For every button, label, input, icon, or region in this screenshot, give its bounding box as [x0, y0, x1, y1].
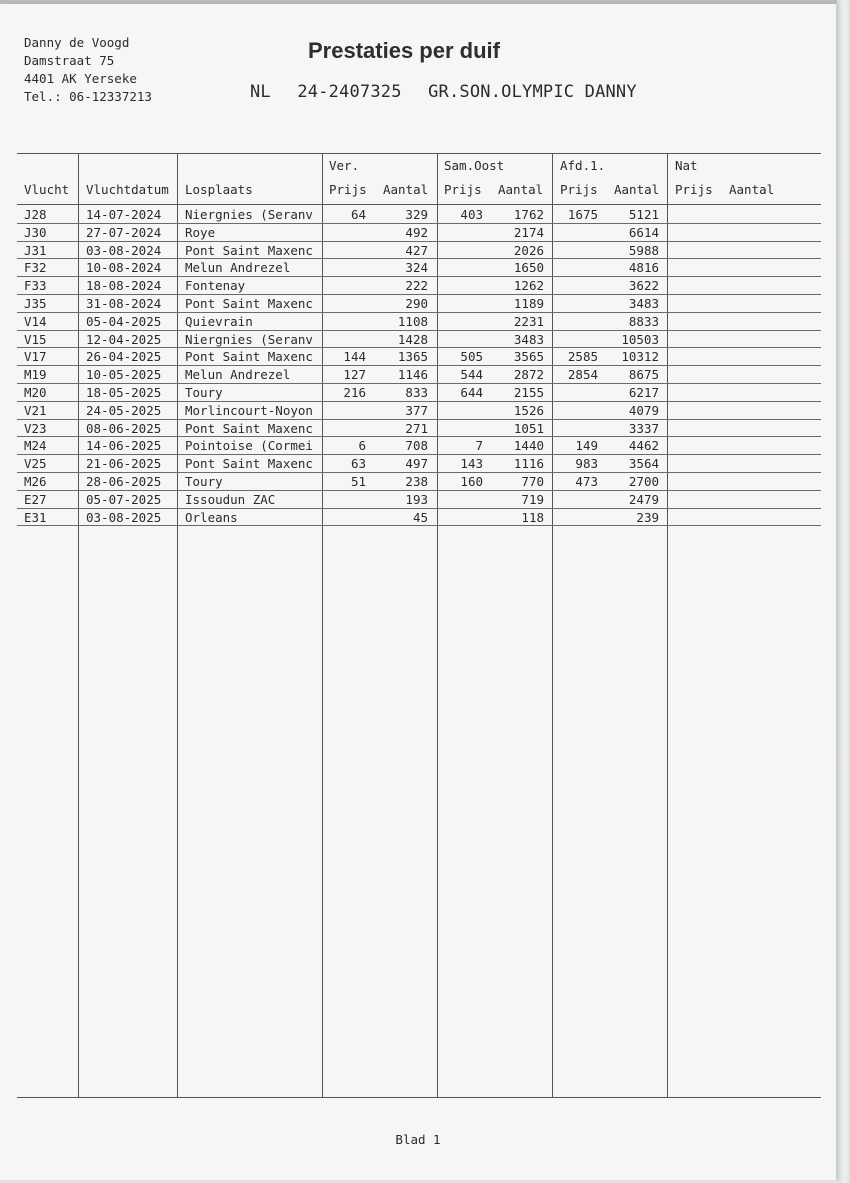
cell-a-p: 473	[575, 474, 598, 489]
table-row	[17, 242, 821, 260]
cell-vlucht: V23	[24, 420, 47, 436]
cell-a-a: 4462	[628, 438, 659, 454]
cell-v-a: 222	[405, 278, 428, 294]
cell-vlucht: F32	[24, 260, 47, 276]
table-row	[17, 331, 821, 349]
results-table	[17, 153, 821, 1098]
cell-s-a: 1440	[513, 438, 544, 454]
cell-s-p: 7	[475, 438, 483, 454]
cell-v-a: 492	[405, 224, 428, 240]
cell-datum: 27-07-2024	[86, 224, 162, 240]
cell-a-a: 4816	[628, 260, 659, 276]
cell-v-p: 51	[350, 474, 366, 489]
cell-losplaats: Pont Saint Maxenc	[185, 349, 313, 365]
cell-losplaats: Melun Andrezel	[185, 260, 291, 276]
cell-losplaats: Pointoise (Cormei	[185, 438, 313, 454]
table-row	[17, 224, 821, 242]
cell-a-a: 6614	[628, 224, 659, 240]
cell-v-a: 708	[405, 438, 428, 454]
table-row	[17, 277, 821, 295]
cell-v-p: 64	[350, 207, 366, 222]
table-bottom-border	[17, 1097, 821, 1098]
cell-a-p: 149	[575, 438, 598, 454]
cell-s-a: 1116	[513, 456, 544, 472]
cell-s-p: 143	[460, 456, 483, 472]
owner-street: Damstraat 75	[24, 53, 115, 68]
cell-vlucht: J31	[24, 242, 47, 258]
cell-losplaats: Niergnies (Seranv	[185, 207, 313, 222]
table-row	[17, 384, 821, 402]
cell-losplaats: Orleans	[185, 509, 238, 525]
cell-a-a: 239	[636, 509, 659, 525]
cell-s-a: 2026	[513, 242, 544, 258]
cell-vlucht: F33	[24, 278, 47, 294]
cell-s-a: 3483	[513, 331, 544, 347]
cell-losplaats: Morlincourt-Noyon	[185, 402, 313, 418]
header-prijs: Prijs	[329, 182, 367, 197]
cell-losplaats: Pont Saint Maxenc	[185, 242, 313, 258]
cell-s-a: 2872	[513, 367, 544, 383]
header-group-nat: Nat	[675, 158, 698, 173]
cell-losplaats: Fontenay	[185, 278, 246, 294]
cell-v-a: 45	[412, 509, 428, 525]
cell-s-a: 1051	[513, 420, 544, 436]
header-prijs: Prijs	[560, 182, 598, 197]
table-top-border	[17, 153, 821, 154]
table-row	[17, 491, 821, 509]
cell-a-p: 1675	[567, 207, 598, 222]
cell-v-p: 127	[343, 367, 366, 383]
cell-a-p: 2854	[567, 367, 598, 383]
cell-datum: 03-08-2024	[86, 242, 162, 258]
cell-vlucht: E27	[24, 491, 47, 507]
cell-datum: 24-05-2025	[86, 402, 162, 418]
pigeon-ring: 24-2407325	[297, 82, 402, 102]
cell-a-a: 2700	[628, 474, 659, 489]
cell-vlucht: J30	[24, 224, 47, 240]
cell-a-a: 10503	[621, 331, 659, 347]
cell-v-p: 216	[343, 385, 366, 400]
owner-phone: Tel.: 06-12337213	[24, 89, 152, 104]
cell-datum: 14-06-2025	[86, 438, 162, 454]
pigeon-country: NL	[250, 82, 271, 102]
cell-datum: 21-06-2025	[86, 456, 162, 472]
cell-losplaats: Pont Saint Maxenc	[185, 420, 313, 436]
cell-v-a: 1108	[397, 313, 428, 329]
page-title: Prestaties per duif	[308, 38, 500, 63]
header-datum: Vluchtdatum	[86, 182, 169, 197]
cell-v-a: 271	[405, 420, 428, 436]
cell-s-a: 2174	[513, 224, 544, 240]
cell-s-a: 1262	[513, 278, 544, 294]
cell-a-a: 5121	[628, 207, 659, 222]
table-row	[17, 437, 821, 455]
cell-v-a: 329	[405, 207, 428, 222]
cell-v-a: 238	[405, 474, 428, 489]
cell-a-p: 983	[575, 456, 598, 472]
cell-v-a: 1365	[397, 349, 428, 365]
cell-vlucht: V15	[24, 331, 47, 347]
cell-s-a: 770	[521, 474, 544, 489]
sleeve-edge	[837, 0, 850, 1183]
table-row	[17, 473, 821, 491]
cell-vlucht: V17	[24, 349, 47, 365]
cell-vlucht: J35	[24, 296, 47, 311]
cell-datum: 05-07-2025	[86, 491, 162, 507]
cell-s-p: 505	[460, 349, 483, 365]
header-aantal: Aantal	[498, 182, 544, 197]
cell-losplaats: Toury	[185, 474, 223, 489]
table-row	[17, 259, 821, 277]
cell-datum: 26-04-2025	[86, 349, 162, 365]
cell-v-a: 833	[405, 385, 428, 400]
cell-v-a: 427	[405, 242, 428, 258]
header-losplaats: Losplaats	[185, 182, 253, 197]
cell-a-a: 3337	[628, 420, 659, 436]
table-row	[17, 206, 821, 224]
pigeon-name: GR.SON.OLYMPIC DANNY	[428, 82, 637, 102]
table-row	[17, 509, 821, 527]
table-row	[17, 348, 821, 366]
table-row	[17, 366, 821, 384]
cell-a-a: 10312	[621, 349, 659, 365]
header-prijs: Prijs	[444, 182, 482, 197]
cell-vlucht: M19	[24, 367, 47, 383]
cell-losplaats: Pont Saint Maxenc	[185, 296, 313, 311]
header-vlucht: Vlucht	[24, 182, 70, 197]
table-row	[17, 313, 821, 331]
cell-losplaats: Toury	[185, 385, 223, 400]
cell-vlucht: M26	[24, 474, 47, 489]
cell-losplaats: Roye	[185, 224, 216, 240]
cell-a-a: 3483	[628, 296, 659, 311]
cell-v-a: 1428	[397, 331, 428, 347]
cell-a-a: 6217	[628, 385, 659, 400]
cell-vlucht: E31	[24, 509, 47, 525]
cell-v-a: 1146	[397, 367, 428, 383]
cell-s-p: 644	[460, 385, 483, 400]
owner-city: 4401 AK Yerseke	[24, 71, 137, 86]
cell-losplaats: Issoudun ZAC	[185, 491, 276, 507]
cell-v-a: 497	[405, 456, 428, 472]
cell-v-a: 377	[405, 402, 428, 418]
cell-datum: 10-05-2025	[86, 367, 162, 383]
table-row	[17, 420, 821, 438]
header-bottom-border	[17, 204, 821, 205]
header-group-afd: Afd.1.	[560, 158, 606, 173]
cell-a-a: 5988	[628, 242, 659, 258]
cell-vlucht: V14	[24, 313, 47, 329]
cell-datum: 18-05-2025	[86, 385, 162, 400]
header-group-samoost: Sam.Oost	[444, 158, 505, 173]
cell-vlucht: M24	[24, 438, 47, 454]
cell-datum: 08-06-2025	[86, 420, 162, 436]
cell-s-a: 2155	[513, 385, 544, 400]
cell-v-p: 6	[358, 438, 366, 454]
cell-losplaats: Niergnies (Seranv	[185, 331, 313, 347]
cell-vlucht: V25	[24, 456, 47, 472]
row-separator	[17, 525, 821, 526]
cell-datum: 03-08-2025	[86, 509, 162, 525]
cell-s-p: 160	[460, 474, 483, 489]
cell-a-a: 3622	[628, 278, 659, 294]
sender-address	[24, 34, 152, 106]
cell-s-a: 2231	[513, 313, 544, 329]
cell-s-a: 3565	[513, 349, 544, 365]
cell-v-p: 144	[343, 349, 366, 365]
cell-a-p: 2585	[567, 349, 598, 365]
cell-s-p: 544	[460, 367, 483, 383]
cell-losplaats: Pont Saint Maxenc	[185, 456, 313, 472]
cell-datum: 18-08-2024	[86, 278, 162, 294]
cell-s-a: 719	[521, 491, 544, 507]
cell-datum: 28-06-2025	[86, 474, 162, 489]
cell-s-a: 1762	[513, 207, 544, 222]
cell-a-a: 4079	[628, 402, 659, 418]
cell-s-a: 118	[521, 509, 544, 525]
owner-name: Danny de Voogd	[24, 35, 130, 50]
cell-losplaats: Quievrain	[185, 313, 253, 329]
cell-s-p: 403	[460, 207, 483, 222]
cell-datum: 10-08-2024	[86, 260, 162, 276]
table-row	[17, 455, 821, 473]
header-prijs: Prijs	[675, 182, 713, 197]
cell-datum: 14-07-2024	[86, 207, 162, 222]
table-row	[17, 402, 821, 420]
cell-s-a: 1650	[513, 260, 544, 276]
cell-vlucht: V21	[24, 402, 47, 418]
cell-v-p: 63	[350, 456, 366, 472]
cell-datum: 05-04-2025	[86, 313, 162, 329]
pigeon-id	[250, 82, 637, 102]
cell-s-a: 1189	[513, 296, 544, 311]
cell-s-a: 1526	[513, 402, 544, 418]
cell-v-a: 193	[405, 491, 428, 507]
cell-v-a: 324	[405, 260, 428, 276]
page-number: Blad 1	[395, 1132, 441, 1147]
cell-a-a: 8833	[628, 313, 659, 329]
cell-losplaats: Melun Andrezel	[185, 367, 291, 383]
cell-a-a: 3564	[628, 456, 659, 472]
cell-a-a: 8675	[628, 367, 659, 383]
document-page	[0, 4, 837, 1180]
cell-a-a: 2479	[628, 491, 659, 507]
cell-datum: 12-04-2025	[86, 331, 162, 347]
table-row	[17, 295, 821, 313]
cell-datum: 31-08-2024	[86, 296, 162, 311]
header-aantal: Aantal	[614, 182, 660, 197]
cell-vlucht: J28	[24, 207, 47, 222]
header-aantal: Aantal	[383, 182, 429, 197]
cell-vlucht: M20	[24, 385, 47, 400]
cell-v-a: 290	[405, 296, 428, 311]
header-aantal: Aantal	[729, 182, 775, 197]
header-group-ver: Ver.	[329, 158, 360, 173]
